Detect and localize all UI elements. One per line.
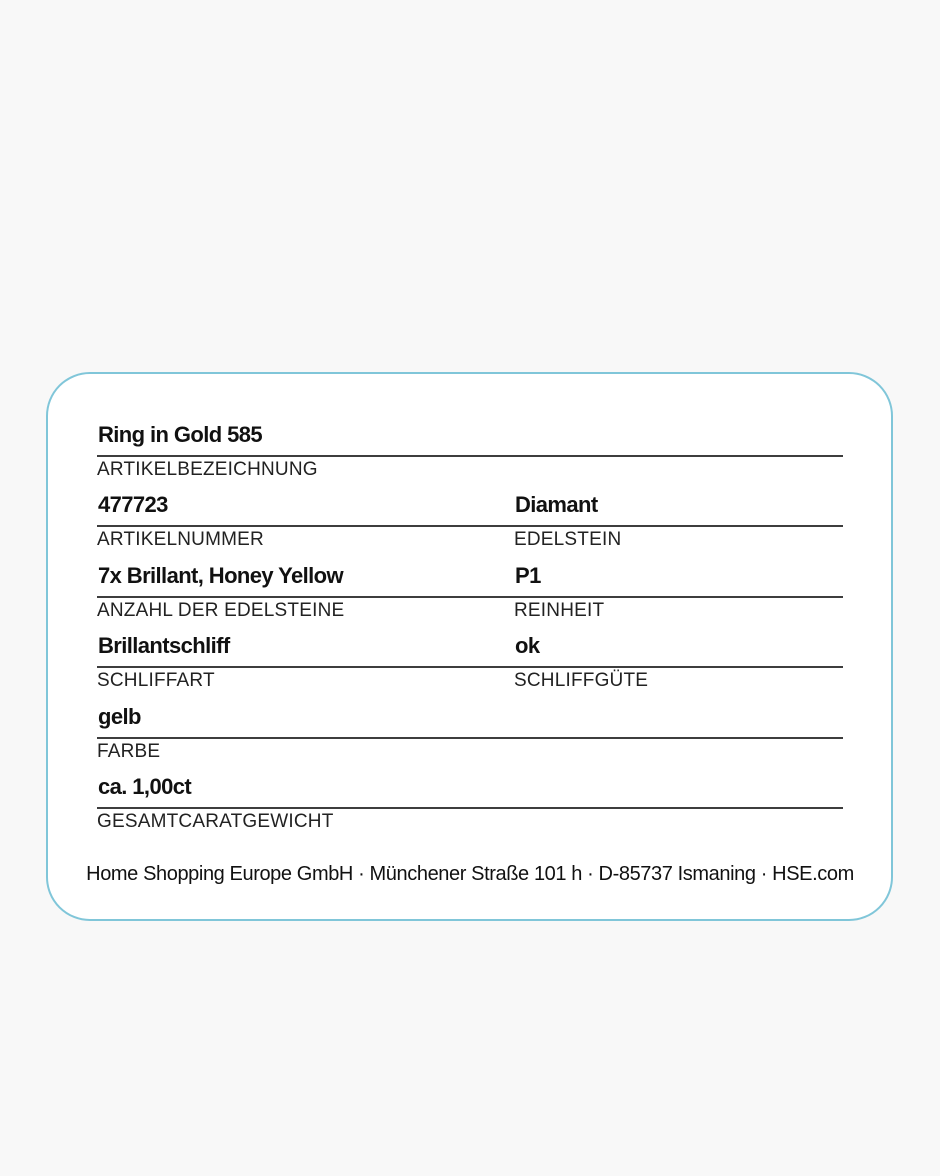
field-value: Diamant [515,492,598,517]
company-footer: Home Shopping Europe GmbH · Münchener Straße 101 h · D-85737 Ismaning · HSE.com [86,863,854,885]
field-artikelnummer [97,490,507,560]
field-label: REINHEIT [514,600,605,621]
field-value: Brillantschliff [98,633,230,658]
divider [97,455,843,457]
field-value: ok [515,633,540,658]
field-value: P1 [515,563,541,588]
field-artikelbezeichnung [97,420,843,490]
divider [97,807,843,809]
field-label: ARTIKELNUMMER [97,529,264,550]
field-schliffguete [514,631,843,701]
divider [507,525,843,527]
divider [97,666,507,668]
field-label: EDELSTEIN [514,529,622,550]
field-label: SCHLIFFART [97,670,215,691]
field-anzahl-edelsteine [97,561,507,631]
field-label: SCHLIFFGÜTE [514,670,649,691]
divider [97,596,507,598]
field-schliffart [97,631,507,701]
divider [97,737,843,739]
field-label: ANZAHL DER EDELSTEINE [97,600,345,621]
field-value: 477723 [98,492,168,517]
field-value: 7x Brillant, Honey Yellow [98,563,344,588]
divider [97,525,507,527]
field-gesamtcaratgewicht [97,772,843,842]
divider [507,596,843,598]
divider [507,666,843,668]
field-edelstein [514,490,843,560]
field-label: FARBE [97,741,161,762]
field-label: ARTIKELBEZEICHNUNG [97,459,318,480]
field-value: ca. 1,00ct [98,774,192,799]
field-reinheit [514,561,843,631]
field-farbe [97,702,843,772]
field-value: Ring in Gold 585 [98,422,262,447]
field-label: GESAMTCARATGEWICHT [97,811,334,832]
field-value: gelb [98,704,141,729]
